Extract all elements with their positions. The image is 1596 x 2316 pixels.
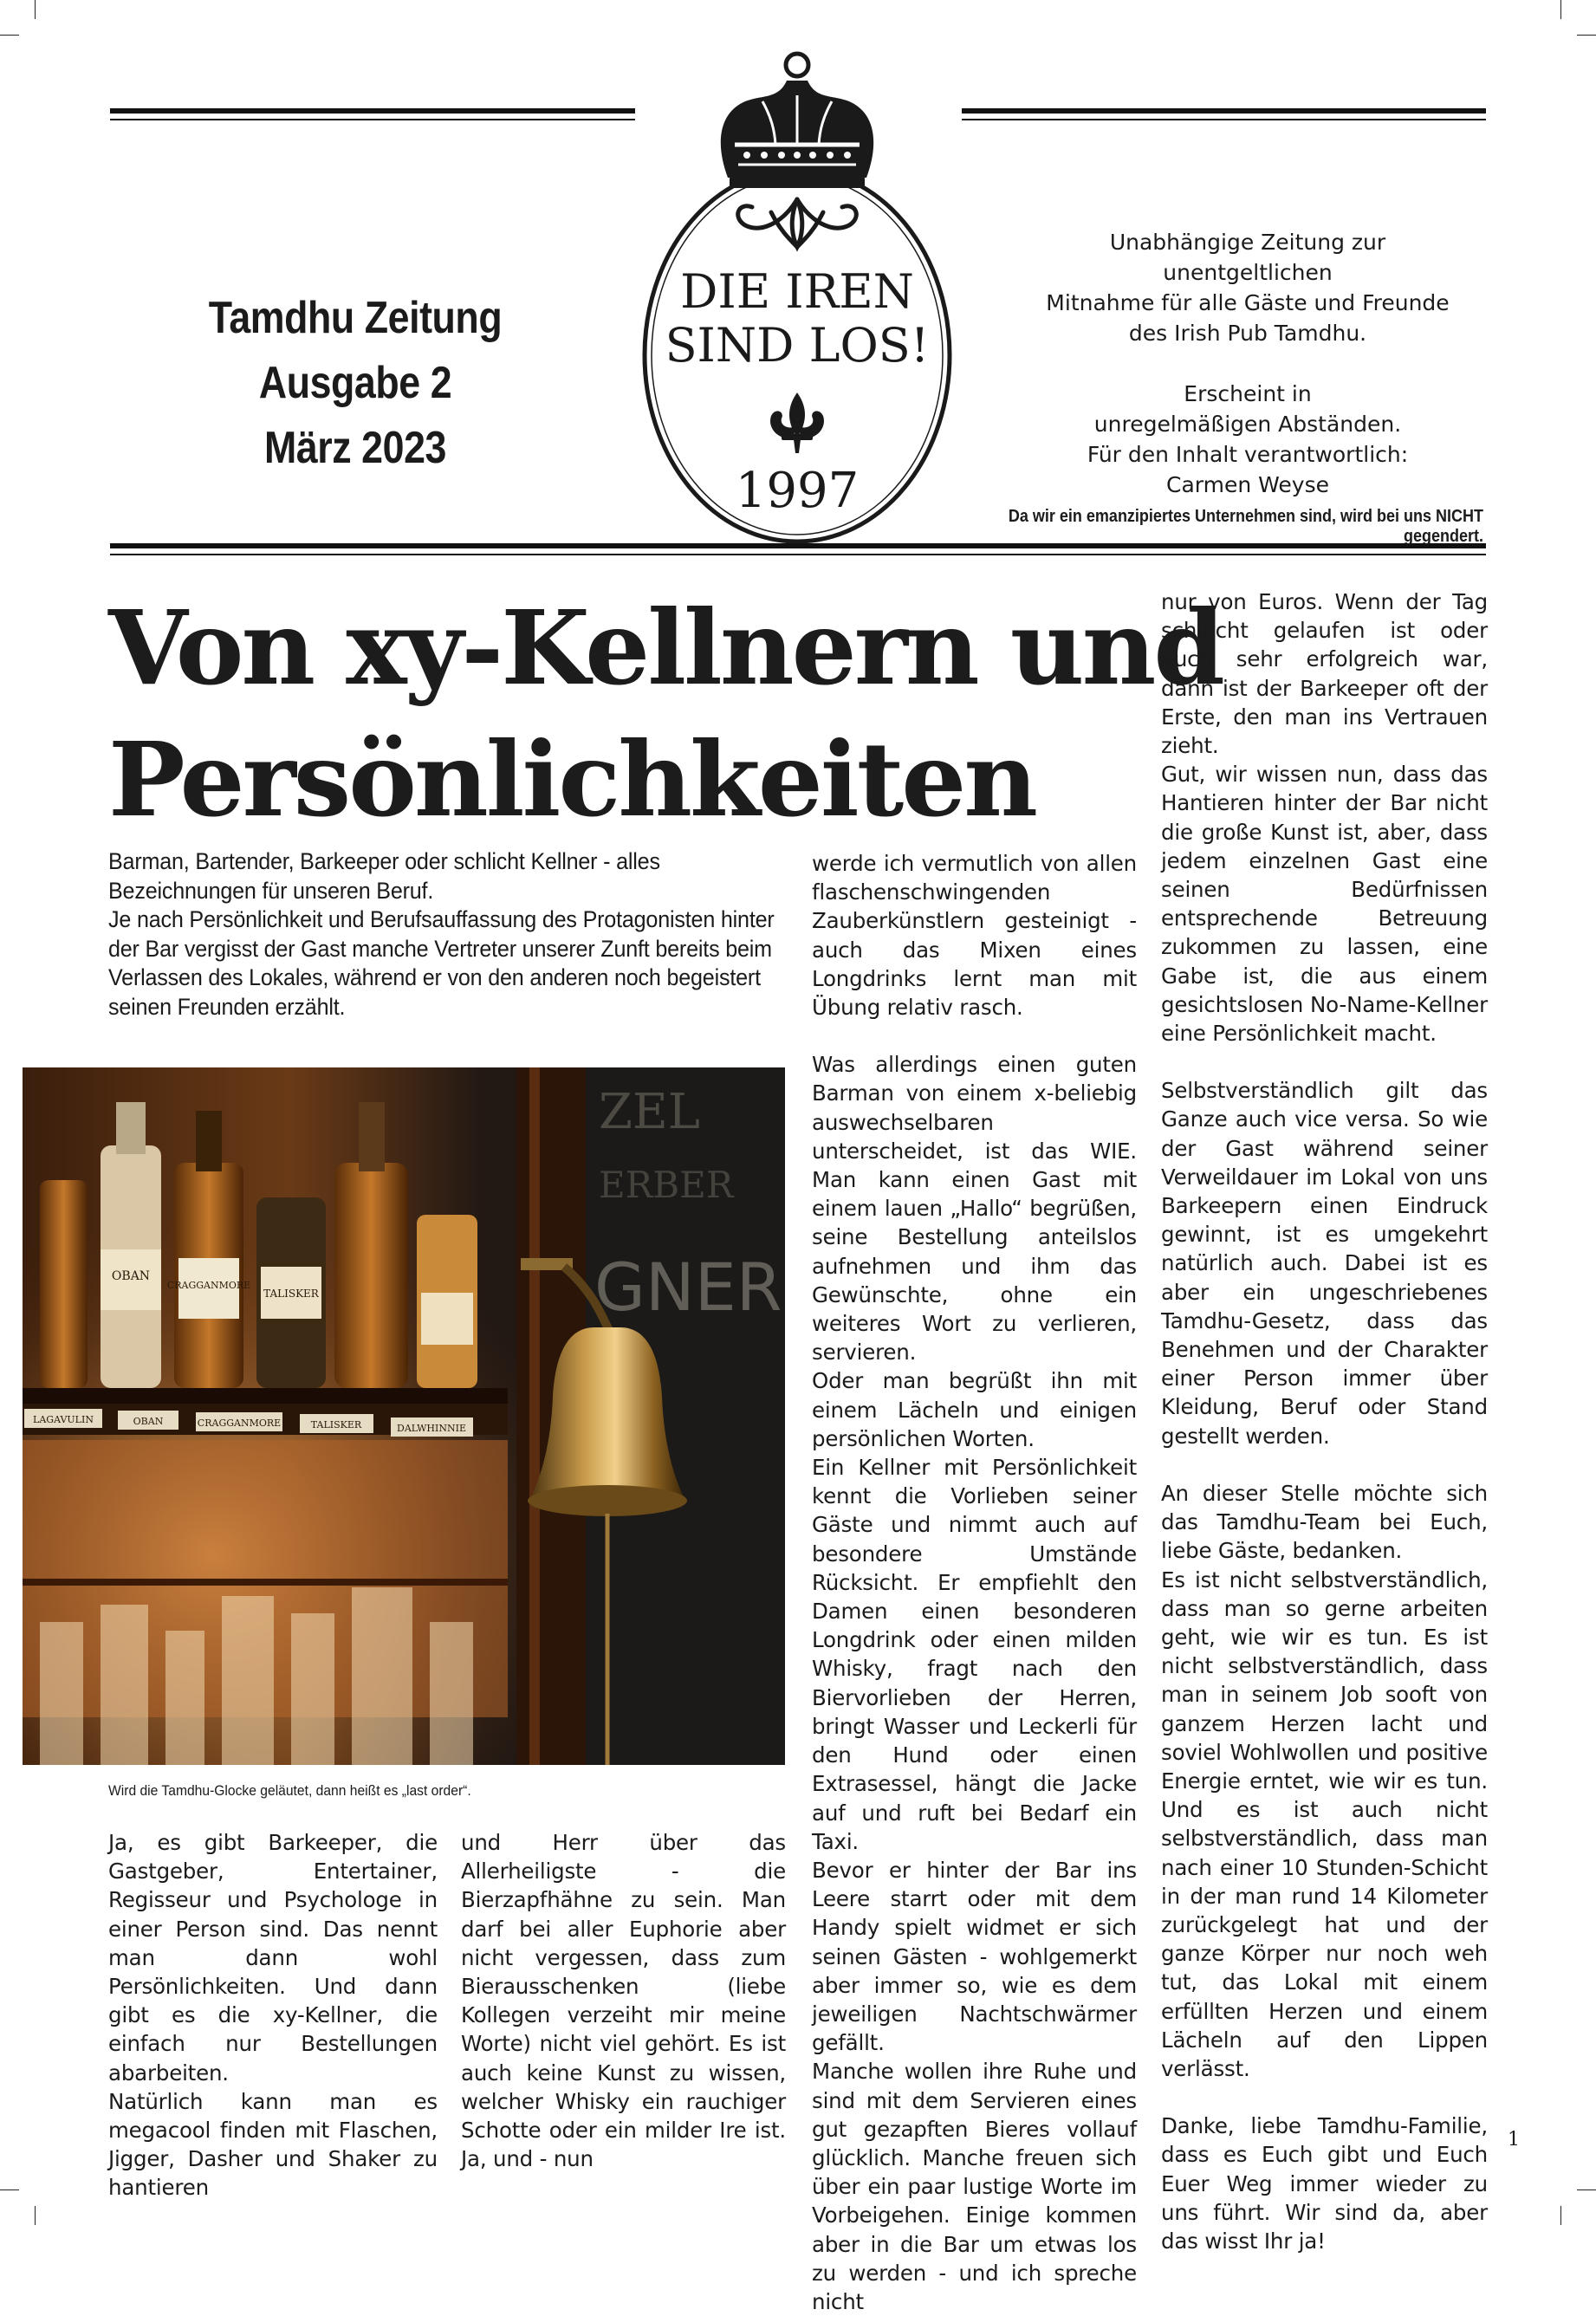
issue-date: März 2023 — [264, 423, 446, 473]
bar-bell-image — [23, 1067, 785, 1765]
paragraph: Danke, liebe Tamdhu-Familie, dass es Euch gibt und Euch Euer Weg immer wieder zu uns führt. Wir sind da, aber das wisst Ihr ja! — [1161, 2113, 1488, 2254]
crop-mark — [0, 2189, 19, 2190]
paragraph: Was allerdings einen guten Barman von einem x-beliebig auswechselbaren unterscheidet, ist das WIE. Man kann einen Gast mit einem lauen „Hallo“ begrüßen, seine Bestellung anteilslos aufnehmen und ihm das Gewünschte, ohne ein weiteres Wort zu verlieren, servieren. — [812, 1052, 1137, 1366]
description-line: Für den Inhalt verantwortlich: — [1087, 442, 1409, 467]
masthead-rule-thin — [110, 554, 1486, 555]
crop-mark — [35, 0, 36, 19]
top-rule-right-thin — [962, 119, 1486, 120]
paragraph: Oder man begrüßt ihn mit einem Lächeln und einigen persönlichen Worten. — [812, 1368, 1137, 1451]
crown-logo — [633, 48, 962, 550]
svg-text:GNER: GNER — [594, 1249, 782, 1326]
svg-text:OBAN: OBAN — [111, 1269, 151, 1283]
svg-text:ERBER: ERBER — [599, 1164, 734, 1206]
lead-paragraph: Barman, Bartender, Barkeeper oder schlicht Kellner - alles Bezeichnungen für unseren Beruf. — [108, 848, 660, 904]
paragraph: und Herr über das Allerheiligste - die Bierzapfhähne zu sein. Man darf bei aller Euphorie aber nicht vergessen, dass zum Bierausschenken (liebe Kollegen verzeiht mir meine Worte) nicht viel gehört. Es ist auch keine Kunst zu wissen, welcher Whisky ein rauchiger Schotte oder ein milder Ire ist. Ja, und - nun — [461, 1830, 786, 2172]
logo-title-2: SIND LOS! — [665, 318, 930, 373]
crop-mark — [35, 2206, 36, 2225]
svg-text:LAGAVULIN: LAGAVULIN — [33, 1414, 94, 1425]
svg-text:OBAN: OBAN — [133, 1416, 164, 1427]
headline-line: Von xy-Kellnern und — [108, 587, 1223, 708]
paragraph: Natürlich kann man es megacool finden mit Flaschen, Jigger, Dasher und Shaker zu hantieren — [108, 2088, 438, 2201]
paragraph: Gut, wir wissen nun, dass das Hantieren hinter der Bar nicht die große Kunst ist, aber, dass jedem einzelnen Gast eine seinen Bedürfnissen entsprechende Betreuung zukommen zu lassen, eine Gabe ist, die aus einem gesichtslosen No-Name-Kellner eine Persönlichkeit macht. — [1161, 762, 1488, 1047]
description-line: des Irish Pub Tamdhu. — [1128, 321, 1367, 346]
issue-number: Ausgabe 2 — [258, 358, 452, 408]
lead-paragraph: Je nach Persönlichkeit und Berufsauffassung des Protagonisten hinter der Bar vergisst der Gast manche Vertreter unserer Zunft bereits beim Verlassen des Lokales, während er von den anderen noch begeistert seinen Freunden erzählt. — [108, 906, 775, 1020]
photo-caption: Wird die Tamdhu-Glocke geläutet, dann heißt es „last order“. — [108, 1782, 471, 1799]
description-line: Erscheint in — [1184, 381, 1312, 406]
description-line: unregelmäßigen Abständen. — [1093, 412, 1402, 437]
crown-icon — [721, 54, 873, 188]
paragraph: Ein Kellner mit Persönlichkeit kennt die Vorlieben seiner Gäste und nimmt auch auf besondere Umstände Rücksicht. Er empfiehlt den Damen einen besonderen Longdrink oder einen milden Whisky, fragt nach den Biervorlieben der Herren, bringt Wasser und Leckerli für den Hund oder einen Extrasessel, hängt die Jacke auf und ruft bei Bedarf ein Taxi. — [812, 1455, 1137, 1854]
crop-mark — [1560, 2206, 1561, 2225]
svg-text:TALISKER: TALISKER — [263, 1288, 319, 1300]
description-line: Mitnahme für alle Gäste und Freunde — [1046, 290, 1450, 315]
article-column-1 — [108, 1828, 438, 2202]
svg-text:DALWHINNIE: DALWHINNIE — [397, 1423, 466, 1434]
paragraph: nur von Euros. Wenn der Tag schlecht gelaufen ist oder auch sehr erfolgreich war, dann ist der Barkeeper oft der Erste, den man ins Vertrauen zieht. — [1161, 589, 1488, 759]
issue-info — [184, 286, 527, 481]
description-line: Carmen Weyse — [1166, 472, 1329, 497]
top-rule-left-thin — [110, 119, 635, 120]
svg-text:ZEL: ZEL — [599, 1084, 700, 1140]
gender-note: Da wir ein emanzipiertes Unternehmen sind, wird bei uns NICHT gegendert. — [1008, 507, 1483, 546]
svg-text:CRAGGANMORE: CRAGGANMORE — [166, 1280, 251, 1291]
top-rule-right — [962, 108, 1486, 114]
article-column-2 — [461, 1828, 786, 2173]
paragraph: werde ich vermutlich von allen flaschenschwingenden Zauberkünstlern gesteinigt - auch das Mixen eines Longdrinks lernt man mit Übung relativ rasch. — [812, 851, 1137, 1021]
svg-text:CRAGGANMORE: CRAGGANMORE — [197, 1417, 282, 1429]
article-column-4 — [1161, 587, 1488, 2255]
paragraph: Selbstverständlich gilt das Ganze auch vice versa. So wie der Gast während seiner Verweildauer im Lokal von uns Barkeepern einen Eindruck gewinnt, ist es umgekehrt natürlich auch. Dabei ist es aber ein ungeschriebenes Tamdhu-Gesetz, dass das Benehmen und der Charakter einer Person immer über Kleidung, Beruf oder Stand gestellt werden. — [1161, 1078, 1488, 1449]
paragraph: Bevor er hinter der Bar ins Leere starrt oder mit dem Handy spielt widmet er sich seinen Gästen - wohlgemerkt aber immer so, wie es dem jeweiligen Nachtschwärmer gefällt. — [812, 1857, 1137, 2056]
description-line: Unabhängige Zeitung zur unentgeltlichen — [1109, 230, 1386, 285]
article-lead — [108, 847, 785, 1022]
bar-photo — [23, 1067, 785, 1765]
crop-mark — [1577, 2189, 1596, 2190]
article-column-3 — [812, 849, 1137, 2316]
paragraph: Manche wollen ihre Ruhe und sind mit dem Servieren eines gut gezapften Bieres vollauf glücklich. Manche freuen sich über ein paar lustige Worte im Vorbeigehen. Einige kommen aber in die Bar um etwas los zu werden - und ich spreche nicht — [812, 2059, 1137, 2314]
crop-mark — [1560, 0, 1561, 19]
page-number: 1 — [1508, 2129, 1520, 2151]
paper-name: Tamdhu Zeitung — [208, 293, 503, 343]
description-line — [1022, 348, 1473, 379]
logo-year: 1997 — [735, 463, 860, 519]
paragraph: An dieser Stelle möchte sich das Tamdhu-Team bei Euch, liebe Gäste, bedanken. — [1161, 1480, 1488, 1564]
paper-description — [1022, 227, 1473, 500]
headline-line: Persönlichkeiten — [108, 719, 1036, 840]
logo-title-1: DIE IREN — [680, 264, 914, 319]
crop-mark — [1577, 35, 1596, 36]
paragraph: Ja, es gibt Barkeeper, die Gastgeber, Entertainer, Regisseur und Psychologe in einer Person sind. Das nennt man dann wohl Persönlichkeiten. Und dann gibt es die xy-Kellner, die einfach nur Bestellungen abarbeiten. — [108, 1830, 438, 2086]
paragraph: Es ist nicht selbstverständlich, dass man so gerne arbeiten geht, wie wir es tun. Es ist nicht selbstverständlich, dass man in seinem Job sooft von ganzem Herzen lacht und soviel Wohlwollen und positive Energie erntet, wie wir es tun. Und es ist auch nicht selbstverständlich, dass man nach einer 10 Stunden-Schicht in der man rund 14 Kilometer zurückgelegt hat und der ganze Körper nur noch weh tut, das Lokal mit einem erfüllten Herzen und einem Lächeln auf den Lippen verlässt. — [1161, 1567, 1488, 2081]
svg-text:TALISKER: TALISKER — [310, 1419, 362, 1430]
article-headline — [108, 582, 1223, 846]
top-rule-left — [110, 108, 635, 114]
crop-mark — [0, 35, 19, 36]
